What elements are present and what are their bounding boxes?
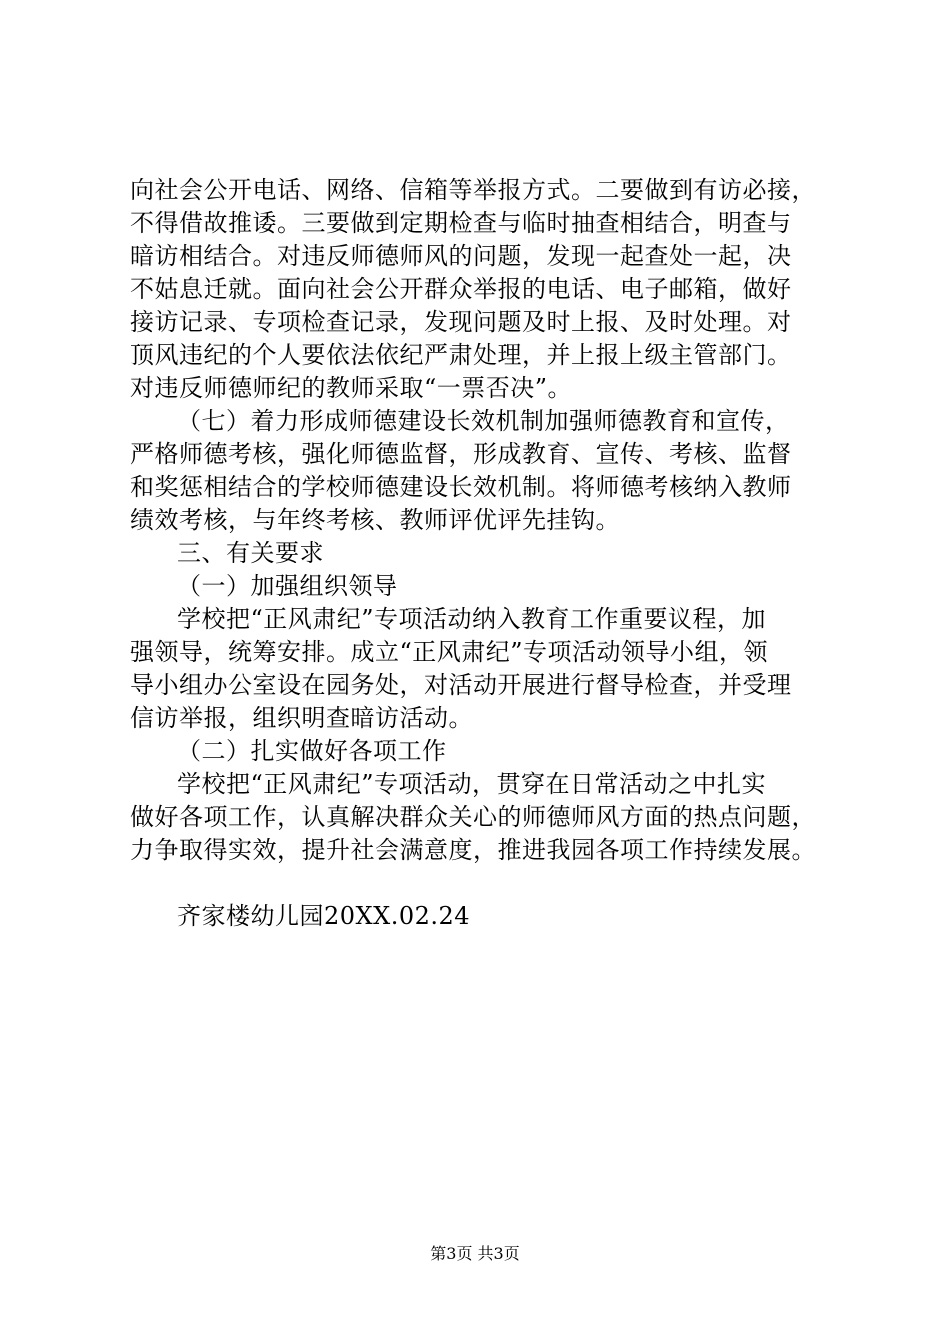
section-heading: 三、有关要求 — [177, 539, 324, 567]
text-line: 力争取得实效，提升社会满意度，推进我园各项工作持续发展。 — [130, 836, 816, 864]
text-line: 绩效考核，与年终考核、教师评优评先挂钩。 — [130, 506, 620, 534]
subsection-heading: （二）扎实做好各项工作 — [177, 737, 447, 765]
text-line: 强领导，统筹安排。成立“正风肃纪”专项活动领导小组，领 — [130, 638, 769, 666]
text-line: 学校把“正风肃纪”专项活动，贯穿在日常活动之中扎实 — [177, 770, 767, 798]
signature-line: 齐家楼幼儿园20XX.02.24 — [177, 902, 471, 930]
text-line: 和奖惩相结合的学校师德建设长效机制。将师德考核纳入教师 — [130, 473, 792, 501]
text-line: 接访记录、专项检查记录，发现问题及时上报、及时处理。对 — [130, 308, 792, 336]
text-line: 暗访相结合。对违反师德师风的问题，发现一起查处一起，决 — [130, 242, 792, 270]
subsection-heading: （一）加强组织领导 — [177, 572, 398, 600]
text-line: 做好各项工作，认真解决群众关心的师德师风方面的热点问题， — [130, 803, 816, 831]
text-line: 不得借故推诿。三要做到定期检查与临时抽查相结合，明查与 — [130, 209, 792, 237]
text-line: 严格师德考核，强化师德监督，形成教育、宣传、考核、监督 — [130, 440, 792, 468]
text-line: 学校把“正风肃纪”专项活动纳入教育工作重要议程，加 — [177, 605, 767, 633]
text-line: 信访举报，组织明查暗访活动。 — [130, 704, 473, 732]
section-heading: （七）着力形成师德建设长效机制加强师德教育和宣传， — [177, 407, 790, 435]
page-number-footer: 第3页 共3页 — [430, 1244, 520, 1263]
text-line: 不姑息迁就。面向社会公开群众举报的电话、电子邮箱，做好 — [130, 275, 792, 303]
text-line: 对违反师德师纪的教师采取“一票否决”。 — [130, 374, 573, 402]
text-line: 导小组办公室设在园务处，对活动开展进行督导检查，并受理 — [130, 671, 792, 699]
text-line: 向社会公开电话、网络、信箱等举报方式。二要做到有访必接， — [130, 176, 816, 204]
text-line: 顶风违纪的个人要依法依纪严肃处理，并上报上级主管部门。 — [130, 341, 792, 369]
